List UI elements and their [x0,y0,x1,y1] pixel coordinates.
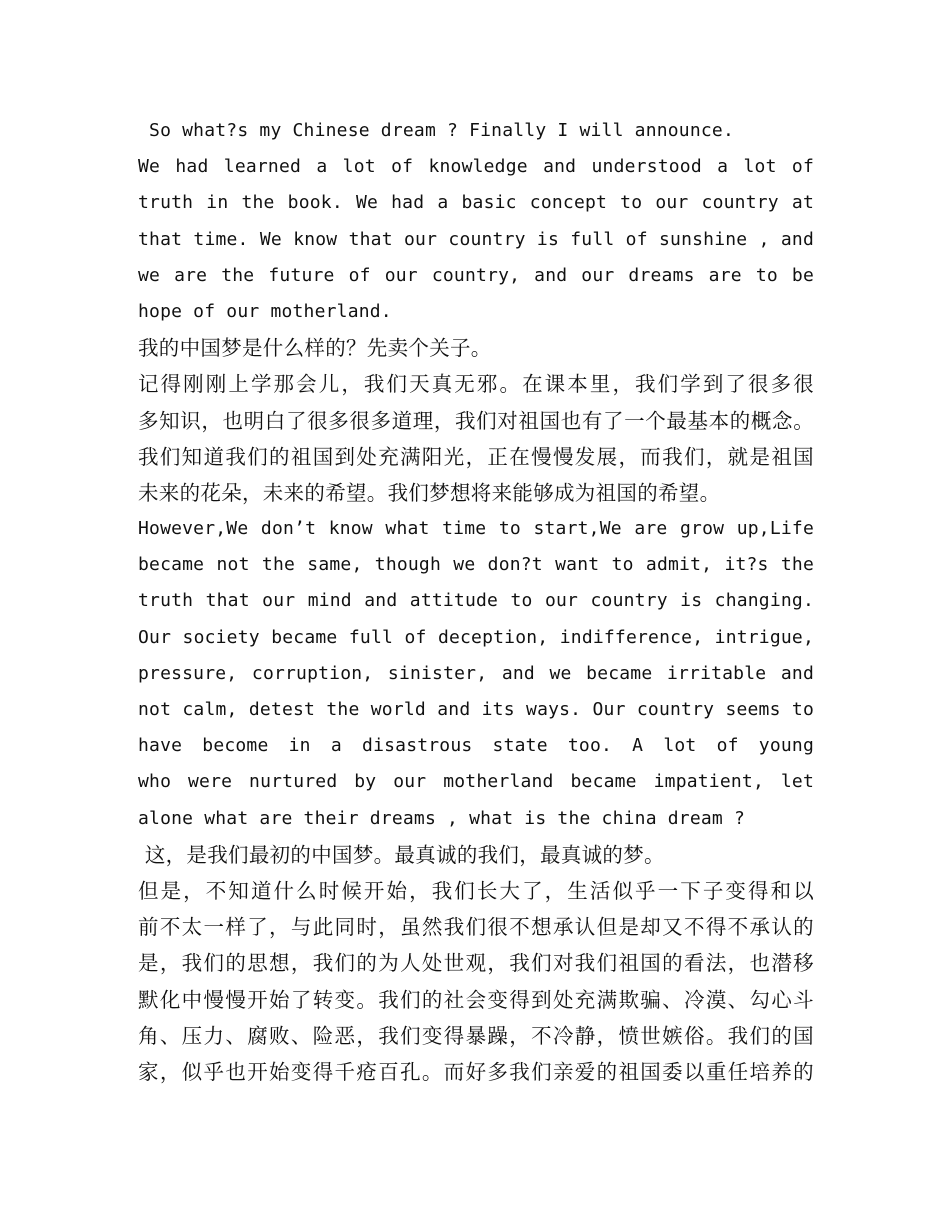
text-line: 多知识，也明白了很多很多道理，我们对祖国也有了一个最基本的概念。 [138,408,814,433]
text-line: not calm, detest the world and its ways. Our country seems to [138,699,814,720]
text-line: alone what are their dreams , what is the china dream ? [138,807,746,829]
text-line: 未来的花朵，未来的希望。我们梦想将来能够成为祖国的希望。 [138,480,721,505]
text-line: We had learned a lot of knowledge and understood a lot of [138,156,814,178]
text-line: So what?s my Chinese dream ? Finally I will announce. [138,120,734,141]
text-line: that time. We know that our country is full of sunshine , and [138,228,814,250]
text-line: we are the future of our country, and our dreams are to be [138,264,814,286]
text-line: 前不太一样了，与此同时，虽然我们很不想承认但是却又不得不承认的 [138,915,814,940]
text-line: truth that our mind and attitude to our country is changing. [138,590,814,612]
text-line: 角、压力、腐败、险恶，我们变得暴躁，不冷静，愤世嫉俗。我们的国 [138,1023,814,1048]
document-body [138,113,814,1090]
text-line: 我的中国梦是什么样的？先卖个关子。 [138,336,492,361]
text-line: Our society became full of deception, indifference, intrigue, [138,626,814,648]
text-line: 我们知道我们的祖国到处充满阳光，正在慢慢发展，而我们，就是祖国 [138,444,814,469]
text-line: 这，是我们最初的中国梦。最真诚的我们，最真诚的梦。 [138,842,665,867]
text-line: However,We don’t know what time to start,We are grow up,Life [138,518,814,540]
text-line: truth in the book. We had a basic concept to our country at [138,192,814,214]
text-line: 但是，不知道什么时候开始，我们长大了，生活似乎一下子变得和以 [138,878,814,903]
text-line: 记得刚刚上学那会儿，我们天真无邪。在课本里，我们学到了很多很 [138,372,814,397]
text-line: 是，我们的思想，我们的为人处世观，我们对我们祖国的看法，也潜移 [138,951,814,976]
text-line: hope of our motherland. [138,300,392,322]
text-line: have become in a disastrous state too. A lot of young [138,735,814,757]
text-line: pressure, corruption, sinister, and we became irritable and [138,662,814,684]
text-line: became not the same, though we don?t want to admit, it?s the [138,554,814,576]
text-line: 家，似乎也开始变得千疮百孔。而好多我们亲爱的祖国委以重任培养的 [138,1059,814,1084]
text-line: who were nurtured by our motherland became impatient, let [138,771,814,793]
text-line: 默化中慢慢开始了转变。我们的社会变得到处充满欺骗、冷漠、勾心斗 [138,987,814,1012]
